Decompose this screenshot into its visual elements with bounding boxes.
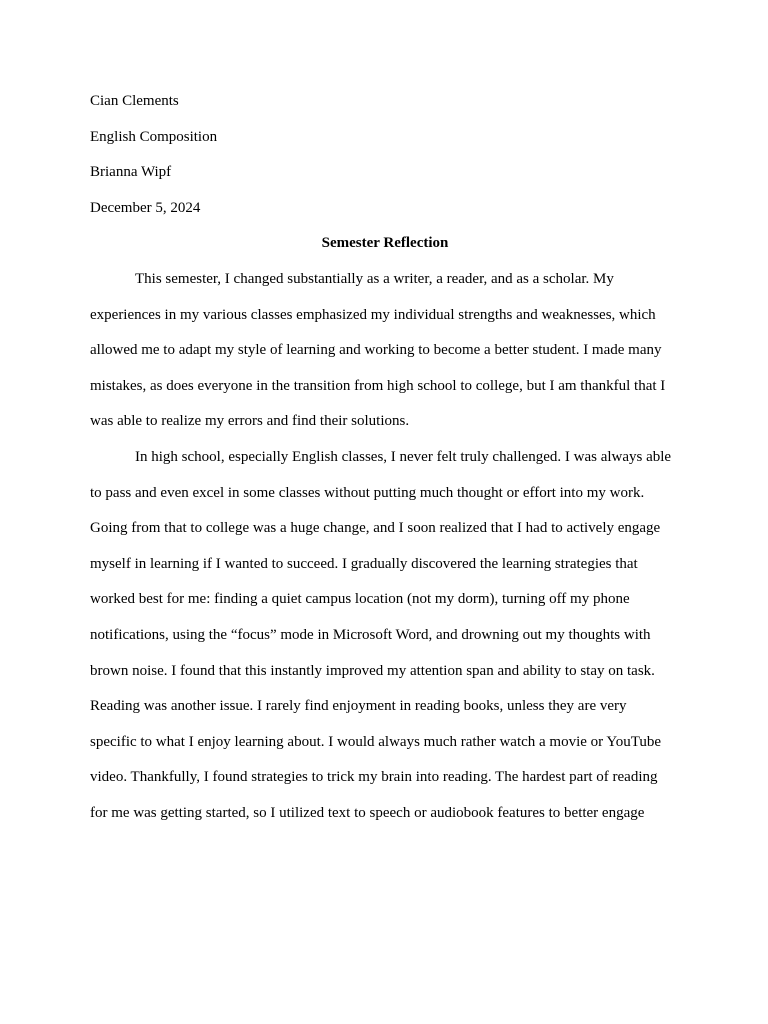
paragraph-line: In high school, especially English classes, I never felt truly challenged. I was always able	[135, 448, 672, 465]
paragraph-1	[90, 262, 680, 440]
paragraph-line: myself in learning if I wanted to succeed. I gradually discovered the learning strategies that	[90, 555, 638, 572]
paragraph-line: worked best for me: finding a quiet campus location (not my dorm), turning off my phone	[90, 591, 630, 608]
paragraph-line: brown noise. I found that this instantly improved my attention span and ability to stay on task.	[90, 662, 655, 679]
paragraph-line: Reading was another issue. I rarely find enjoyment in reading books, unless they are very	[90, 698, 627, 715]
paragraph-line: allowed me to adapt my style of learning and working to become a better student. I made many	[90, 342, 662, 359]
author-name: Cian Clements	[90, 93, 179, 109]
instructor-name: Brianna Wipf	[90, 164, 172, 181]
paragraph-line: Going from that to college was a huge change, and I soon realized that I had to actively engage	[90, 520, 661, 537]
document-title: Semester Reflection	[321, 235, 449, 252]
paragraph-line: video. Thankfully, I found strategies to trick my brain into reading. The hardest part of reading	[90, 769, 658, 786]
paragraph-line: notifications, using the “focus” mode in Microsoft Word, and drowning out my thoughts with	[90, 626, 651, 643]
paragraph-line: mistakes, as does everyone in the transition from high school to college, but I am thankful that I	[90, 377, 666, 394]
paragraph-line: experiences in my various classes emphasized my individual strengths and weaknesses, which	[90, 306, 656, 323]
paragraph-line: specific to what I enjoy learning about. I would always much rather watch a movie or YouTube	[90, 733, 661, 750]
paragraph-2	[90, 440, 680, 832]
paragraph-line: was able to realize my errors and find their solutions.	[90, 413, 410, 430]
document-date: December 5, 2024	[90, 199, 201, 216]
paragraph-line: This semester, I changed substantially as a writer, a reader, and as a scholar. My	[135, 270, 614, 287]
paragraph-line: for me was getting started, so I utilized text to speech or audiobook features to better engage	[90, 804, 645, 821]
paragraph-line: to pass and even excel in some classes without putting much thought or effort into my work.	[90, 484, 645, 501]
course-name: English Composition	[90, 128, 218, 145]
document-body	[90, 84, 680, 831]
